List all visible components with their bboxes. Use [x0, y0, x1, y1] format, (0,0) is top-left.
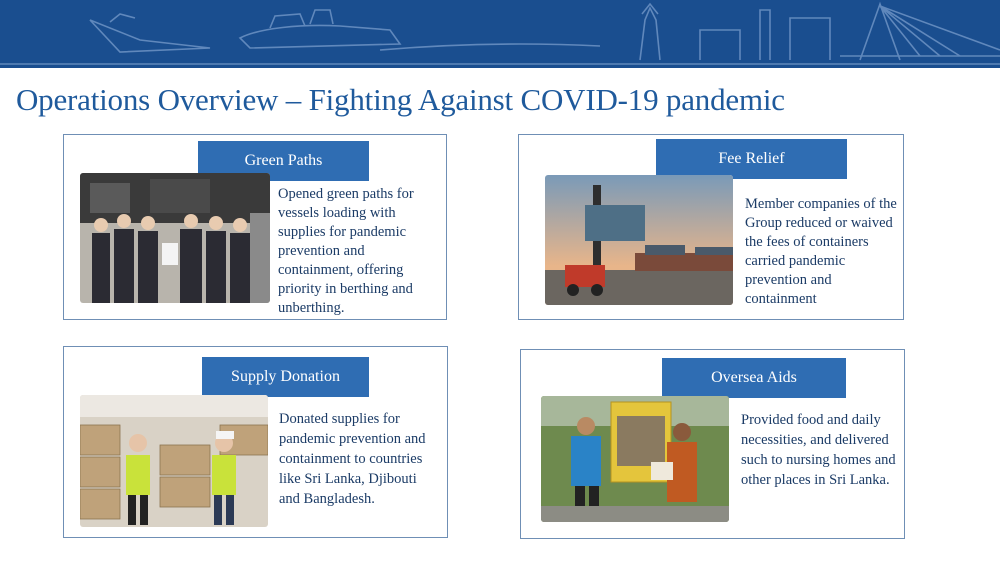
- card-supply-donation: [63, 346, 448, 538]
- aid-delivery-photo: [541, 396, 729, 522]
- card-oversea-aids: [520, 349, 905, 539]
- card-heading: Fee Relief: [656, 139, 847, 179]
- card-heading: Supply Donation: [202, 357, 369, 397]
- city-skyline-icon: [0, 0, 1000, 68]
- container-terminal-photo: [545, 175, 733, 305]
- card-fee-relief: [518, 134, 904, 320]
- donation-boxes-photo: [80, 395, 268, 527]
- ceremony-photo: [80, 173, 270, 303]
- card-description: Donated supplies for pandemic prevention and containment to countries like Sri Lanka, Djibouti and Bangladesh.: [279, 411, 426, 507]
- card-description: Member companies of the Group reduced or waived the fees of containers carried pandemic prevention and containment: [745, 196, 897, 307]
- card-heading: Oversea Aids: [662, 358, 846, 398]
- card-heading: Green Paths: [198, 141, 369, 181]
- card-description: Opened green paths for vessels loading with supplies for pandemic prevention and containment, offering priority in berthing and unberthing.: [278, 186, 414, 316]
- card-green-paths: [63, 134, 447, 320]
- header-banner: [0, 0, 1000, 68]
- slide-title: Operations Overview – Fighting Against COVID-19 pandemic: [16, 82, 785, 117]
- card-description: Provided food and daily necessities, and delivered such to nursing homes and other places in Sri Lanka.: [741, 412, 896, 488]
